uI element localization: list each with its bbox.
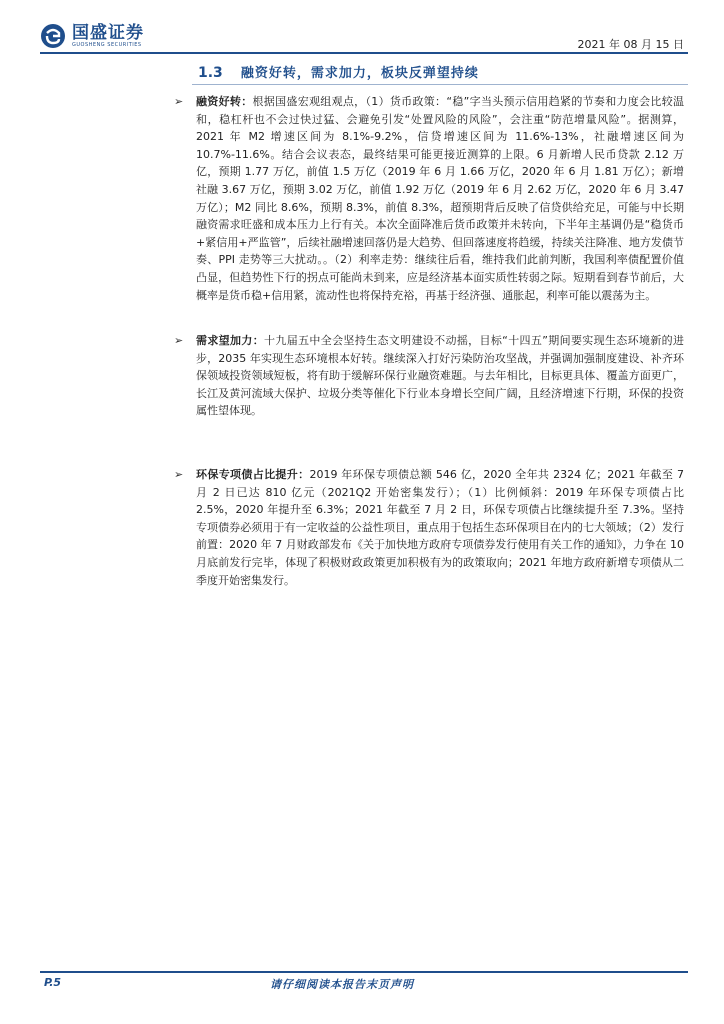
paragraph-body: 2019 年环保专项债总额 546 亿，2020 全年共 2324 亿；2021 年截至 7 月 2 日已达 810 亿元（2021Q2 开始密集发行）；（1）比例倾斜：2019 年环保专项债占比 2.5%，2020 年提升至 6.3%；2021 年截至 7 月 2 日，环保专项债占比继续提升至 7.3%。坚持专项债券必须用于有一定收益的公益性项目，重点用于包括生态环保项目在内的七大领域；（2）发行前置：2020 年 7 月财政部发布《关于加快地方政府专项债券发行使用有关工作的通知》，力争在 10 月底前发行完毕，体现了积极财政政策更加积极有为的政策取向；2021 年地方政府新增专项债从二季度开始密集发行。 [196,468,685,587]
logo-english-name: GUOSHENG SECURITIES [72,41,142,48]
bullet-arrow-icon: ➢ [174,468,184,481]
page-header [40,22,688,50]
paragraph-body: 根据国盛宏观组观点，（1）货币政策：“稳”字当头预示信用趋紧的节奏和力度会比较温和，稳杠杆也不会过快过猛、会避免引发“处置风险的风险”，会注重“防范增量风险”。据测算，2021 年 M2 增速区间为 8.1%-9.2%，信贷增速区间为 11.6%-13%，社融增速区间为 10.7%-11.6%。结合会议表态，最终结果可能更接近测算的上限。6 月新增人民币贷款 2.12 万亿，预期 1.77 万亿，前值 1.5 万亿（2019 年 6 月 1.66 万亿，2020 年 6 月 1.81 万亿）；新增社融 3.67 万亿，预期 3.02 万亿，前值 1.92 万亿（2019 年 6 月 2.62 万亿，2020 年 6 月 3.47 万亿）；M2 同比 8.6%，预期 8.3%，前值 8.3%，超预期背后反映了信贷供给充足，可能与中长期融资需求旺盛和成本压力上行有关。本次全面降准后货币政策并未转向，下半年主基调仍是“稳货币+紧信用+严监管”，后续社融增速回落仍是大趋势、但回落速度将趋缓，持续关注降准、地方发债节奏、PPI 走势等三大扰动。。（2）利率走势：继续往后看，维持我们此前判断，我国利率债配置价值凸显，但趋势性下行的拐点可能尚未到来，应是经济基本面实质性转弱之际。短期看到春节前后，大概率是货币稳+信用紧，流动性也将保持充裕，再基于经济强、通胀起，利率可能以震荡为主。 [196,95,684,302]
header-divider [40,52,688,54]
logo-chinese-name: 国盛证券 [72,22,144,43]
footer-divider [40,971,688,973]
paragraph-lead: 环保专项债占比提升： [196,468,310,481]
page-number: P.5 [44,976,62,989]
paragraph-body: 十九届五中全会坚持生态文明建设不动摇，目标“十四五”期间要实现生态环境新的进步，2035 年实现生态环境根本好转。继续深入打好污染防治攻坚战，并强调加强制度建设、补齐环保领域投资领域短板，将有助于缓解环保行业融资难题。与去年相比，目标更具体、覆盖方面更广，长江及黄河流域大保护、垃圾分类等催化下行业本身增长空间广阔，且经济增速下行期，环保的投资属性望体现。 [196,334,684,418]
bullet-arrow-icon: ➢ [174,334,184,347]
paragraph-lead: 需求望加力： [196,334,265,347]
section-number: 1.3 [198,65,223,81]
paragraph-special-bonds [174,466,685,589]
report-date: 2021 年 08 月 15 日 [577,38,684,51]
company-logo [40,22,144,50]
section-divider [192,84,688,85]
bullet-arrow-icon: ➢ [174,95,184,108]
section-title: 融资好转，需求加力，板块反弹望持续 [240,66,479,81]
guosheng-logo-icon [40,23,66,49]
paragraph-financing [174,93,684,304]
paragraph-lead: 融资好转： [196,95,253,108]
paragraph-demand [174,332,684,420]
section-heading [198,62,479,81]
footer-disclaimer: 请仔细阅读本报告末页声明 [270,978,414,991]
